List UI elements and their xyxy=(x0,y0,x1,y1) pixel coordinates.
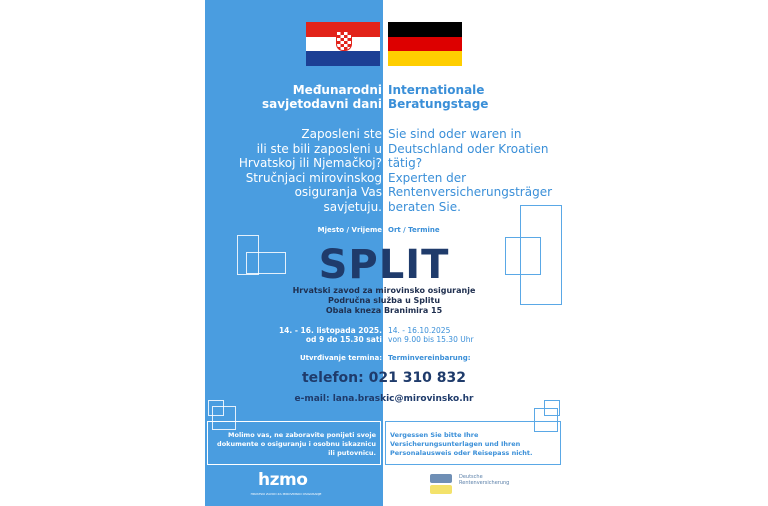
phone-number: telefon: 021 310 832 xyxy=(301,370,467,386)
dates-hr: 14. - 16. listopada 2025. od 9 do 15.30 sati xyxy=(278,326,382,344)
city-title: SPLIT xyxy=(318,242,450,288)
email-address: e-mail: lana.braskic@mirovinsko.hr xyxy=(294,394,474,404)
title-hr: Međunarodni savjetodavni dani xyxy=(262,83,382,111)
dates-de: 14. - 16.10.2025 von 9.00 bis 15.30 Uhr xyxy=(388,326,474,344)
note-de-text: Vergessen Sie bitte Ihre Versicherungsunterlagen und Ihren Personalausweis oder Reisepass nicht. xyxy=(390,431,533,457)
place-label-de: Ort / Termine xyxy=(388,226,440,234)
croatia-flag-icon xyxy=(306,22,380,66)
appointment-de: Terminvereinbarung: xyxy=(388,354,471,362)
note-hr-text: Molimo vas, ne zaboravite ponijeti svoje dokumente o osiguranju i osobnu iskaznicu ili putovnicu. xyxy=(217,431,376,457)
address: Hrvatski zavod za mirovinsko osiguranje Područna služba u Splitu Obala kneza Branimira 15 xyxy=(292,286,476,315)
hzmo-logo-subtitle: HRVATSKI ZAVOD ZA MIROVINSKO OSIGURANJE xyxy=(250,492,322,496)
note-hr xyxy=(207,421,381,465)
place-label-hr: Mjesto / Vrijeme xyxy=(317,226,382,234)
drv-logo-icon xyxy=(430,474,452,494)
intro-de: Sie sind oder waren in Deutschland oder Kroatien tätig? Experten der Rentenversicherungsträger beraten Sie. xyxy=(388,127,553,214)
note-de xyxy=(385,421,561,465)
intro-hr: Zaposleni ste ili ste bili zaposleni u Hrvatskoj ili Njemačkoj? Stručnjaci mirovinskog osiguranja Vas savjetuju. xyxy=(238,127,382,214)
germany-flag-icon xyxy=(388,22,462,66)
drv-logo-text: Deutsche Rentenversicherung xyxy=(459,474,510,486)
title-de: Internationale Beratungstage xyxy=(388,83,489,111)
hzmo-logo: hzmo xyxy=(258,470,308,490)
appointment-hr: Utvrđivanje termina: xyxy=(299,354,382,362)
